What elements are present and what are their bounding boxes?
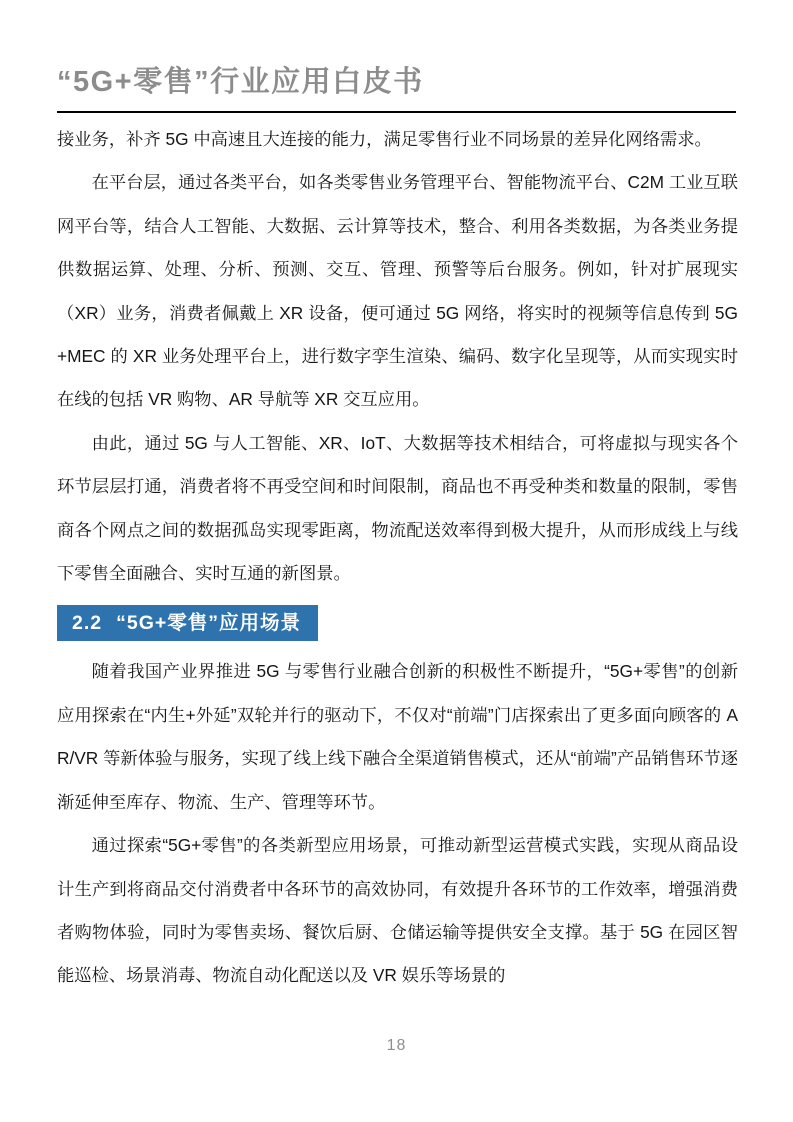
paragraph-continued-connectivity: 接业务，补齐 5G 中高速且大连接的能力，满足零售行业不同场景的差异化网络需求。	[57, 129, 712, 149]
paragraph-platform-layer: 在平台层，通过各类平台，如各类零售业务管理平台、智能物流平台、C2M 工业互联网平台等，结合人工智能、大数据、云计算等技术，整合、利用各类数据，为各类业务提供数据运算、处理、分析、预测、交互、管理、预警等后台服务。例如，针对扩展现实（XR）业务，消费者佩戴上 XR 设备，便可通过 5G 网络，将实时的视频等信息传到 5G+MEC 的 XR 业务处理平台上，进行数字孪生渲染、编码、数字化呈现等，从而实现实时在线的包括 VR 购物、AR 导航等 XR 交互应用。	[57, 172, 738, 410]
header-divider-rule	[57, 111, 736, 113]
page-number: 18	[386, 1037, 407, 1054]
paragraph-new-scenarios: 通过探索“5G+零售”的各类新型应用场景，可推动新型运营模式实践，实现从商品设计生产到将商品交付消费者中各环节的高效协同，有效提升各环节的工作效率，增强消费者购物体验，同时为零售卖场、餐饮后厨、仓储运输等提供安全支撑。基于 5G 在园区智能巡检、场景消毒、物流自动化配送以及 VR 娱乐等场景的	[57, 835, 738, 986]
section-heading-container	[57, 605, 738, 641]
page-footer	[0, 1036, 793, 1056]
document-header	[57, 62, 735, 102]
section-heading-title: “5G+零售”应用场景	[116, 612, 302, 635]
section-heading-2-2	[57, 605, 318, 641]
section-heading-number: 2.2	[72, 612, 103, 635]
paragraph-innovation-exploration: 随着我国产业界推进 5G 与零售行业融合创新的积极性不断提升，“5G+零售”的创新应用探索在“内生+外延”双轮并行的驱动下，不仅对“前端”门店探索出了更多面向顾客的 AR/VR 等新体验与服务，实现了线上线下融合全渠道销售模式，还从“前端”产品销售环节逐渐延伸至库存、物流、生产、管理等环节。	[57, 661, 738, 812]
paragraph-virtual-reality-integration: 由此，通过 5G 与人工智能、XR、IoT、大数据等技术相结合，可将虚拟与现实各个环节层层打通，消费者将不再受空间和时间限制，商品也不再受种类和数量的限制，零售商各个网点之间的数据孤岛实现零距离，物流配送效率得到极大提升，从而形成线上与线下零售全面融合、实时互通的新图景。	[57, 432, 738, 584]
document-header-title: “5G+零售”行业应用白皮书	[57, 66, 424, 98]
document-body	[57, 118, 738, 998]
